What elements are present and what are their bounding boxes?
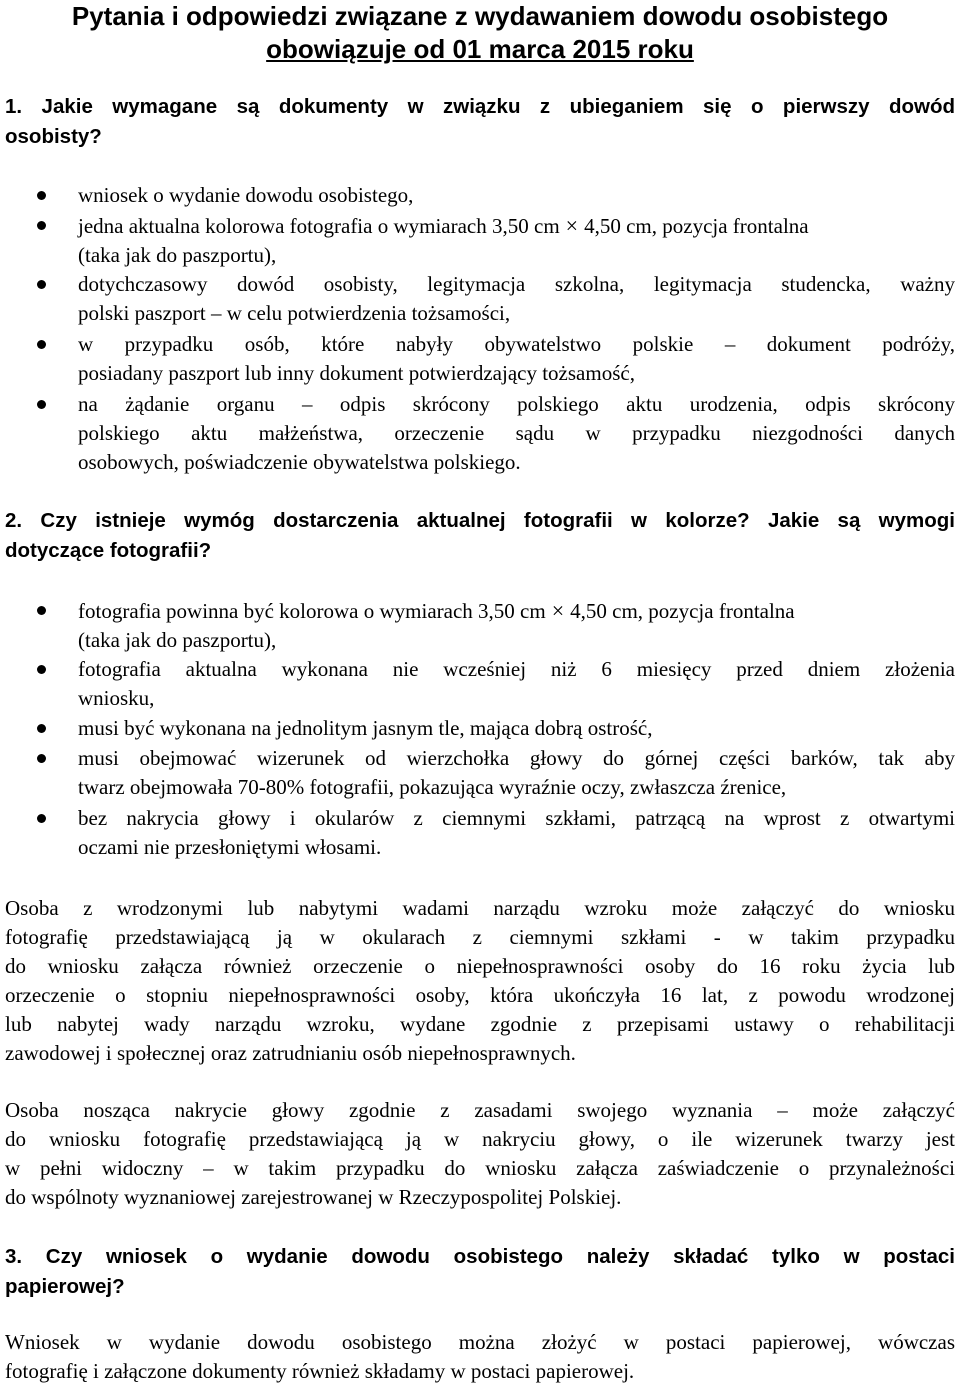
multiplication-sign-icon: × <box>551 598 565 623</box>
bullet-icon <box>37 280 46 289</box>
list-item-text: fotografia powinna być kolorowa o wymiarach 3,50 cm <box>78 599 546 623</box>
bullet-icon <box>37 724 46 733</box>
list-item <box>0 714 960 744</box>
list-item-text: 4,50 cm, pozycja frontalna <box>570 599 795 623</box>
bullet-icon <box>37 814 46 823</box>
list-item <box>0 270 960 330</box>
paragraph-line: zawodowej i społecznej oraz zatrudnianiu osób niepełnosprawnych. <box>5 1041 576 1065</box>
paragraph-religious-headwear <box>5 1096 955 1212</box>
list-item-line: twarz obejmowała 70-80% fotografii, pokazująca wyraźnie oczy, zwłaszcza źrenice, <box>78 775 787 799</box>
bullet-icon <box>37 400 46 409</box>
question-2-line-1: 2. Czy istnieje wymóg dostarczenia aktualnej fotografii w kolorze? Jakie są wymogi <box>5 509 955 532</box>
question-1-list <box>0 181 960 477</box>
multiplication-sign-icon: × <box>565 213 579 238</box>
paragraph-line: do wniosku fotografię przedstawiającą ją w nakryciu głowy, o ile wizerunek twarzy jest <box>5 1127 955 1151</box>
list-item-line <box>78 596 955 626</box>
list-item <box>0 181 960 211</box>
paragraph-line: w pełni widoczny – w takim przypadku do wniosku załącza zaświadczenie o przynależności <box>5 1156 955 1180</box>
list-item <box>0 596 960 655</box>
question-1-heading <box>5 92 955 152</box>
question-2-heading <box>5 506 955 566</box>
question-3-heading <box>5 1242 955 1302</box>
list-item-text: jedna aktualna kolorowa fotografia o wymiarach 3,50 cm <box>78 214 560 238</box>
list-item <box>0 330 960 390</box>
list-item-line: posiadany paszport lub inny dokument potwierdzający tożsamość, <box>78 361 635 385</box>
paragraph-line: fotografię i załączone dokumenty również składamy w postaci papierowej. <box>5 1359 635 1383</box>
list-item-text: 4,50 cm, pozycja frontalna <box>584 214 809 238</box>
list-item <box>0 211 960 270</box>
list-item-line: wniosek o wydanie dowodu osobistego, <box>78 183 414 207</box>
title-line-1: Pytania i odpowiedzi związane z wydawaniem dowodu osobistego <box>71 1 889 31</box>
question-1-line-2: osobisty? <box>5 125 102 148</box>
question-3-line-2: papierowej? <box>5 1275 125 1298</box>
paragraph-line: fotografię przedstawiającą ją w okularach z ciemnymi szkłami - w takim przypadku <box>5 925 955 949</box>
list-item-line: na żądanie organu – odpis skrócony polskiego aktu urodzenia, odpis skrócony <box>78 392 955 416</box>
bullet-icon <box>37 606 46 615</box>
paragraph-line: lub nabytej wady narządu wzroku, wydane zgodnie z przepisami ustawy o rehabilitacji <box>5 1012 955 1036</box>
list-item-line: (taka jak do paszportu), <box>78 628 277 652</box>
list-item-line: oczami nie przesłoniętymi włosami. <box>78 835 382 859</box>
bullet-icon <box>37 665 46 674</box>
bullet-icon <box>37 221 46 230</box>
bullet-icon <box>37 340 46 349</box>
list-item-line: (taka jak do paszportu), <box>78 243 277 267</box>
list-item <box>0 390 960 477</box>
question-2-list <box>0 596 960 864</box>
question-1-line-1: 1. Jakie wymagane są dokumenty w związku z ubieganiem się o pierwszy dowód <box>5 95 955 118</box>
list-item-line: polski paszport – w celu potwierdzenia tożsamości, <box>78 301 511 325</box>
list-item-line: dotychczasowy dowód osobisty, legitymacja szkolna, legitymacja studencka, ważny <box>78 272 955 296</box>
question-3-line-1: 3. Czy wniosek o wydanie dowodu osobistego należy składać tylko w postaci <box>5 1245 955 1268</box>
question-2-line-2: dotyczące fotografii? <box>5 539 212 562</box>
list-item-line: w przypadku osób, które nabyły obywatelstwo polskie – dokument podróży, <box>78 332 955 356</box>
list-item <box>0 655 960 714</box>
list-item-line: osobowych, poświadczenie obywatelstwa polskiego. <box>78 450 521 474</box>
paragraph-line: do wspólnoty wyznaniowej zarejestrowanej w Rzeczypospolitej Polskiej. <box>5 1185 622 1209</box>
bullet-icon <box>37 191 46 200</box>
list-item-line: musi być wykonana na jednolitym jasnym tle, mająca dobrą ostrość, <box>78 716 653 740</box>
paragraph-line: orzeczenie o stopniu niepełnosprawności osoby, która ukończyła 16 lat, z powodu wrodzonej <box>5 983 955 1007</box>
list-item-line: fotografia aktualna wykonana nie wcześniej niż 6 miesięcy przed dniem złożenia <box>78 657 955 681</box>
title-line-2: obowiązuje od 01 marca 2015 roku <box>266 34 694 64</box>
paragraph-line: do wniosku załącza również orzeczenie o niepełnosprawności osoby do 16 roku życia lub <box>5 954 955 978</box>
list-item <box>0 804 960 864</box>
list-item-line: bez nakrycia głowy i okularów z ciemnymi szkłami, patrzącą na wprost z otwartymi <box>78 806 955 830</box>
list-item-line <box>78 211 955 241</box>
paragraph-paper-application <box>5 1328 955 1386</box>
list-item-line: wniosku, <box>78 686 155 710</box>
paragraph-line: Osoba z wrodzonymi lub nabytymi wadami narządu wzroku może załączyć do wniosku <box>5 896 955 920</box>
list-item-line: polskiego aktu małżeństwa, orzeczenie sądu w przypadku niezgodności danych <box>78 421 955 445</box>
document-title <box>0 0 960 66</box>
paragraph-line: Osoba nosząca nakrycie głowy zgodnie z zasadami swojego wyznania – może załączyć <box>5 1098 955 1122</box>
paragraph-line: Wniosek w wydanie dowodu osobistego można złożyć w postaci papierowej, wówczas <box>5 1330 955 1354</box>
bullet-icon <box>37 754 46 763</box>
list-item <box>0 744 960 804</box>
list-item-line: musi obejmować wizerunek od wierzchołka głowy do górnej części barków, tak aby <box>78 746 955 770</box>
paragraph-vision-impairment <box>5 894 955 1068</box>
